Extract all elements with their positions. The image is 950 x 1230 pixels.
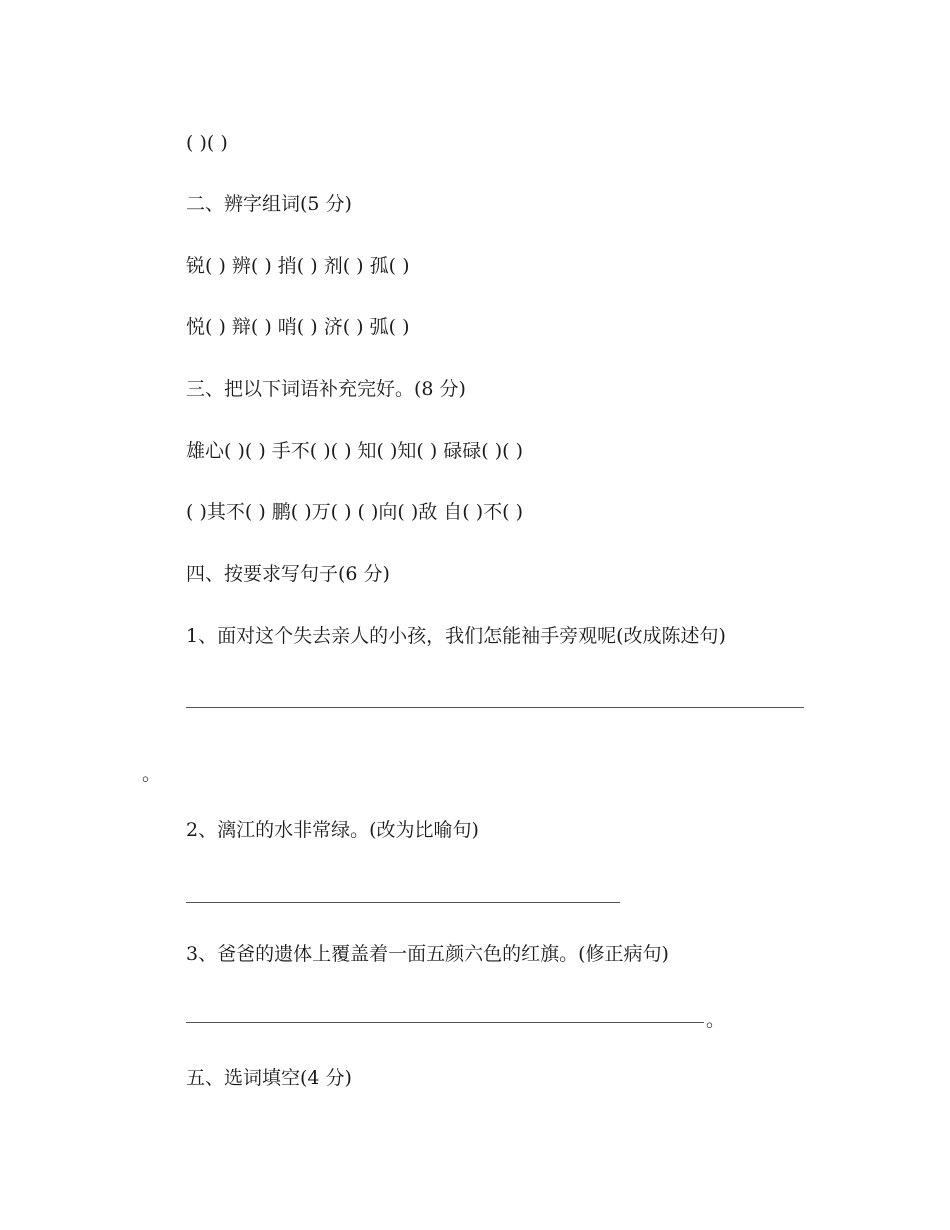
- section-2-row-2: 悦( ) 辩( ) 哨( ) 济( ) 弧( ): [186, 316, 410, 338]
- answer-brackets-line: ( )( ): [186, 132, 228, 154]
- section-3-row-1: 雄心( )( ) 手不( )( ) 知( )知( ) 碌碌( )( ): [186, 440, 524, 462]
- answer-line-2: [186, 902, 620, 903]
- section-4-heading: 四、按要求写句子(6 分): [186, 563, 390, 585]
- section-2-row-1: 锐( ) 辨( ) 捎( ) 剂( ) 孤( ): [186, 255, 410, 277]
- section-3-row-2: ( )其不( ) 鹏( )万( ) ( )向( )敌 自( )不( ): [186, 501, 524, 523]
- trailing-period-2: 。: [706, 1009, 726, 1031]
- section-3-heading: 三、把以下词语补充完好。(8 分): [186, 378, 466, 400]
- answer-line-1: [186, 707, 804, 708]
- question-3: 3、爸爸的遗体上覆盖着一面五颜六色的红旗。(修正病句): [186, 943, 669, 965]
- question-2: 2、漓江的水非常绿。(改为比喻句): [186, 819, 479, 841]
- section-2-heading: 二、辨字组词(5 分): [186, 193, 352, 215]
- question-1: 1、面对这个失去亲人的小孩，我们怎能袖手旁观呢(改成陈述句): [186, 625, 726, 647]
- trailing-period-1: 。: [142, 763, 162, 785]
- answer-line-3: [186, 1022, 704, 1023]
- section-5-heading: 五、选词填空(4 分): [186, 1067, 352, 1089]
